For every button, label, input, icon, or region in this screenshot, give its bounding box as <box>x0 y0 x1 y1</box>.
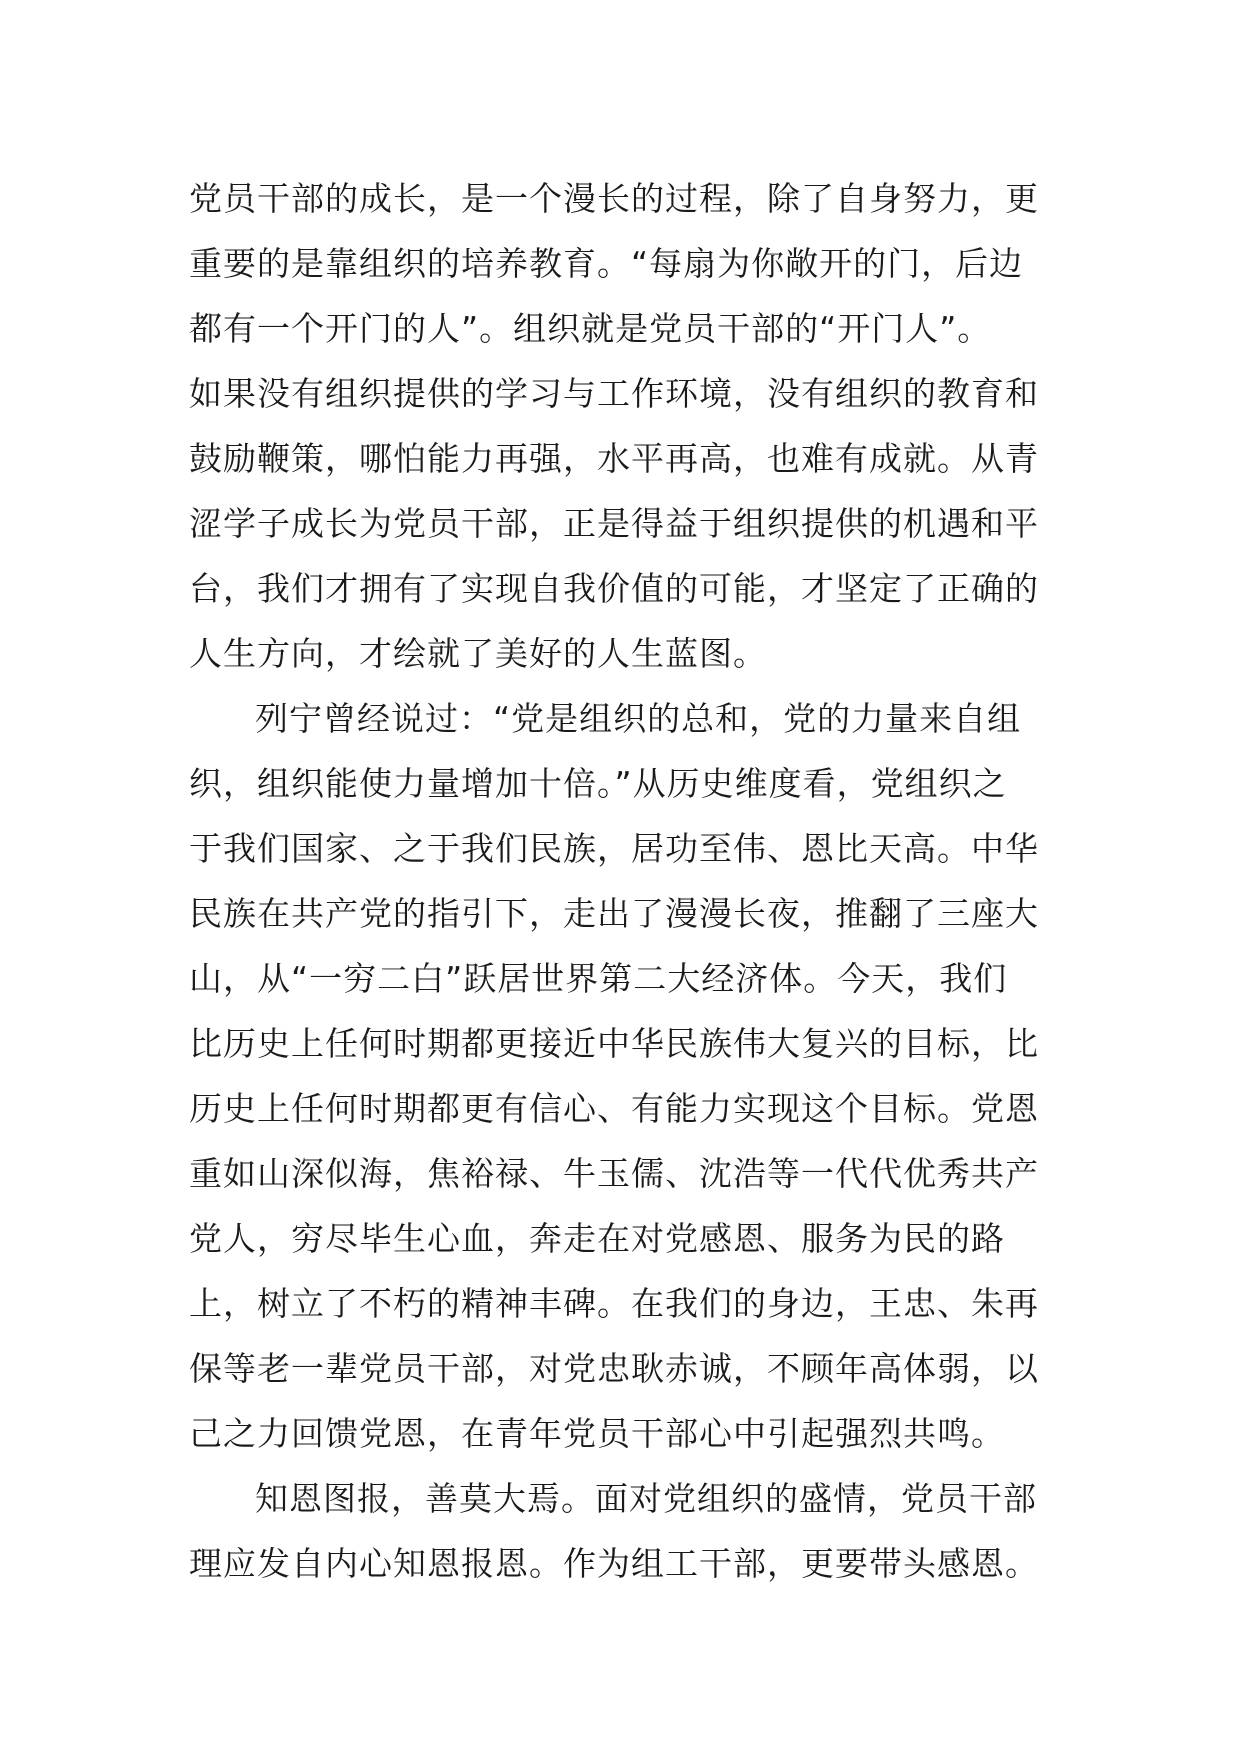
text-line: 比历史上任何时期都更接近中华民族伟大复兴的目标，比 <box>189 1024 1039 1063</box>
text-line: 山，从“一穷二白”跃居世界第二大经济体。今天，我们 <box>189 959 1008 998</box>
text-line: 重要的是靠组织的培养教育。“每扇为你敞开的门，后边 <box>189 244 1024 283</box>
text-line: 党人，穷尽毕生心血，奔走在对党感恩、服务为民的路 <box>189 1219 1005 1258</box>
text-line: 鼓励鞭策，哪怕能力再强，水平再高，也难有成就。从青 <box>189 439 1039 478</box>
text-line: 民族在共产党的指引下，走出了漫漫长夜，推翻了三座大 <box>189 894 1039 933</box>
text-line: 理应发自内心知恩报恩。作为组工干部，更要带头感恩。 <box>189 1544 1039 1583</box>
text-line: 重如山深似海，焦裕禄、牛玉儒、沈浩等一代代优秀共产 <box>189 1154 1039 1193</box>
text-line: 台，我们才拥有了实现自我价值的可能，才坚定了正确的 <box>189 569 1039 608</box>
text-line: 党员干部的成长，是一个漫长的过程，除了自身努力，更 <box>189 179 1039 218</box>
paragraph-start-line: 列宁曾经说过：“党是组织的总和，党的力量来自组 <box>255 699 1022 738</box>
text-line: 历史上任何时期都更有信心、有能力实现这个目标。党恩 <box>189 1089 1039 1128</box>
paragraph-start-line: 知恩图报，善莫大焉。面对党组织的盛情，党员干部 <box>255 1479 1037 1518</box>
text-line: 人生方向，才绘就了美好的人生蓝图。 <box>189 634 767 673</box>
text-line: 于我们国家、之于我们民族，居功至伟、恩比天高。中华 <box>189 829 1039 868</box>
text-line: 涩学子成长为党员干部，正是得益于组织提供的机遇和平 <box>189 504 1039 543</box>
body-text <box>189 166 1059 1596</box>
text-line: 织，组织能使力量增加十倍。”从历史维度看，党组织之 <box>189 764 1007 803</box>
text-line: 如果没有组织提供的学习与工作环境，没有组织的教育和 <box>189 374 1039 413</box>
text-line: 都有一个开门的人”。组织就是党员干部的“开门人”。 <box>189 309 992 348</box>
text-line: 上，树立了不朽的精神丰碑。在我们的身边，王忠、朱再 <box>189 1284 1039 1323</box>
text-line: 己之力回馈党恩，在青年党员干部心中引起强烈共鸣。 <box>189 1414 1005 1453</box>
text-line: 保等老一辈党员干部，对党忠耿赤诚，不顾年高体弱，以 <box>189 1349 1039 1388</box>
